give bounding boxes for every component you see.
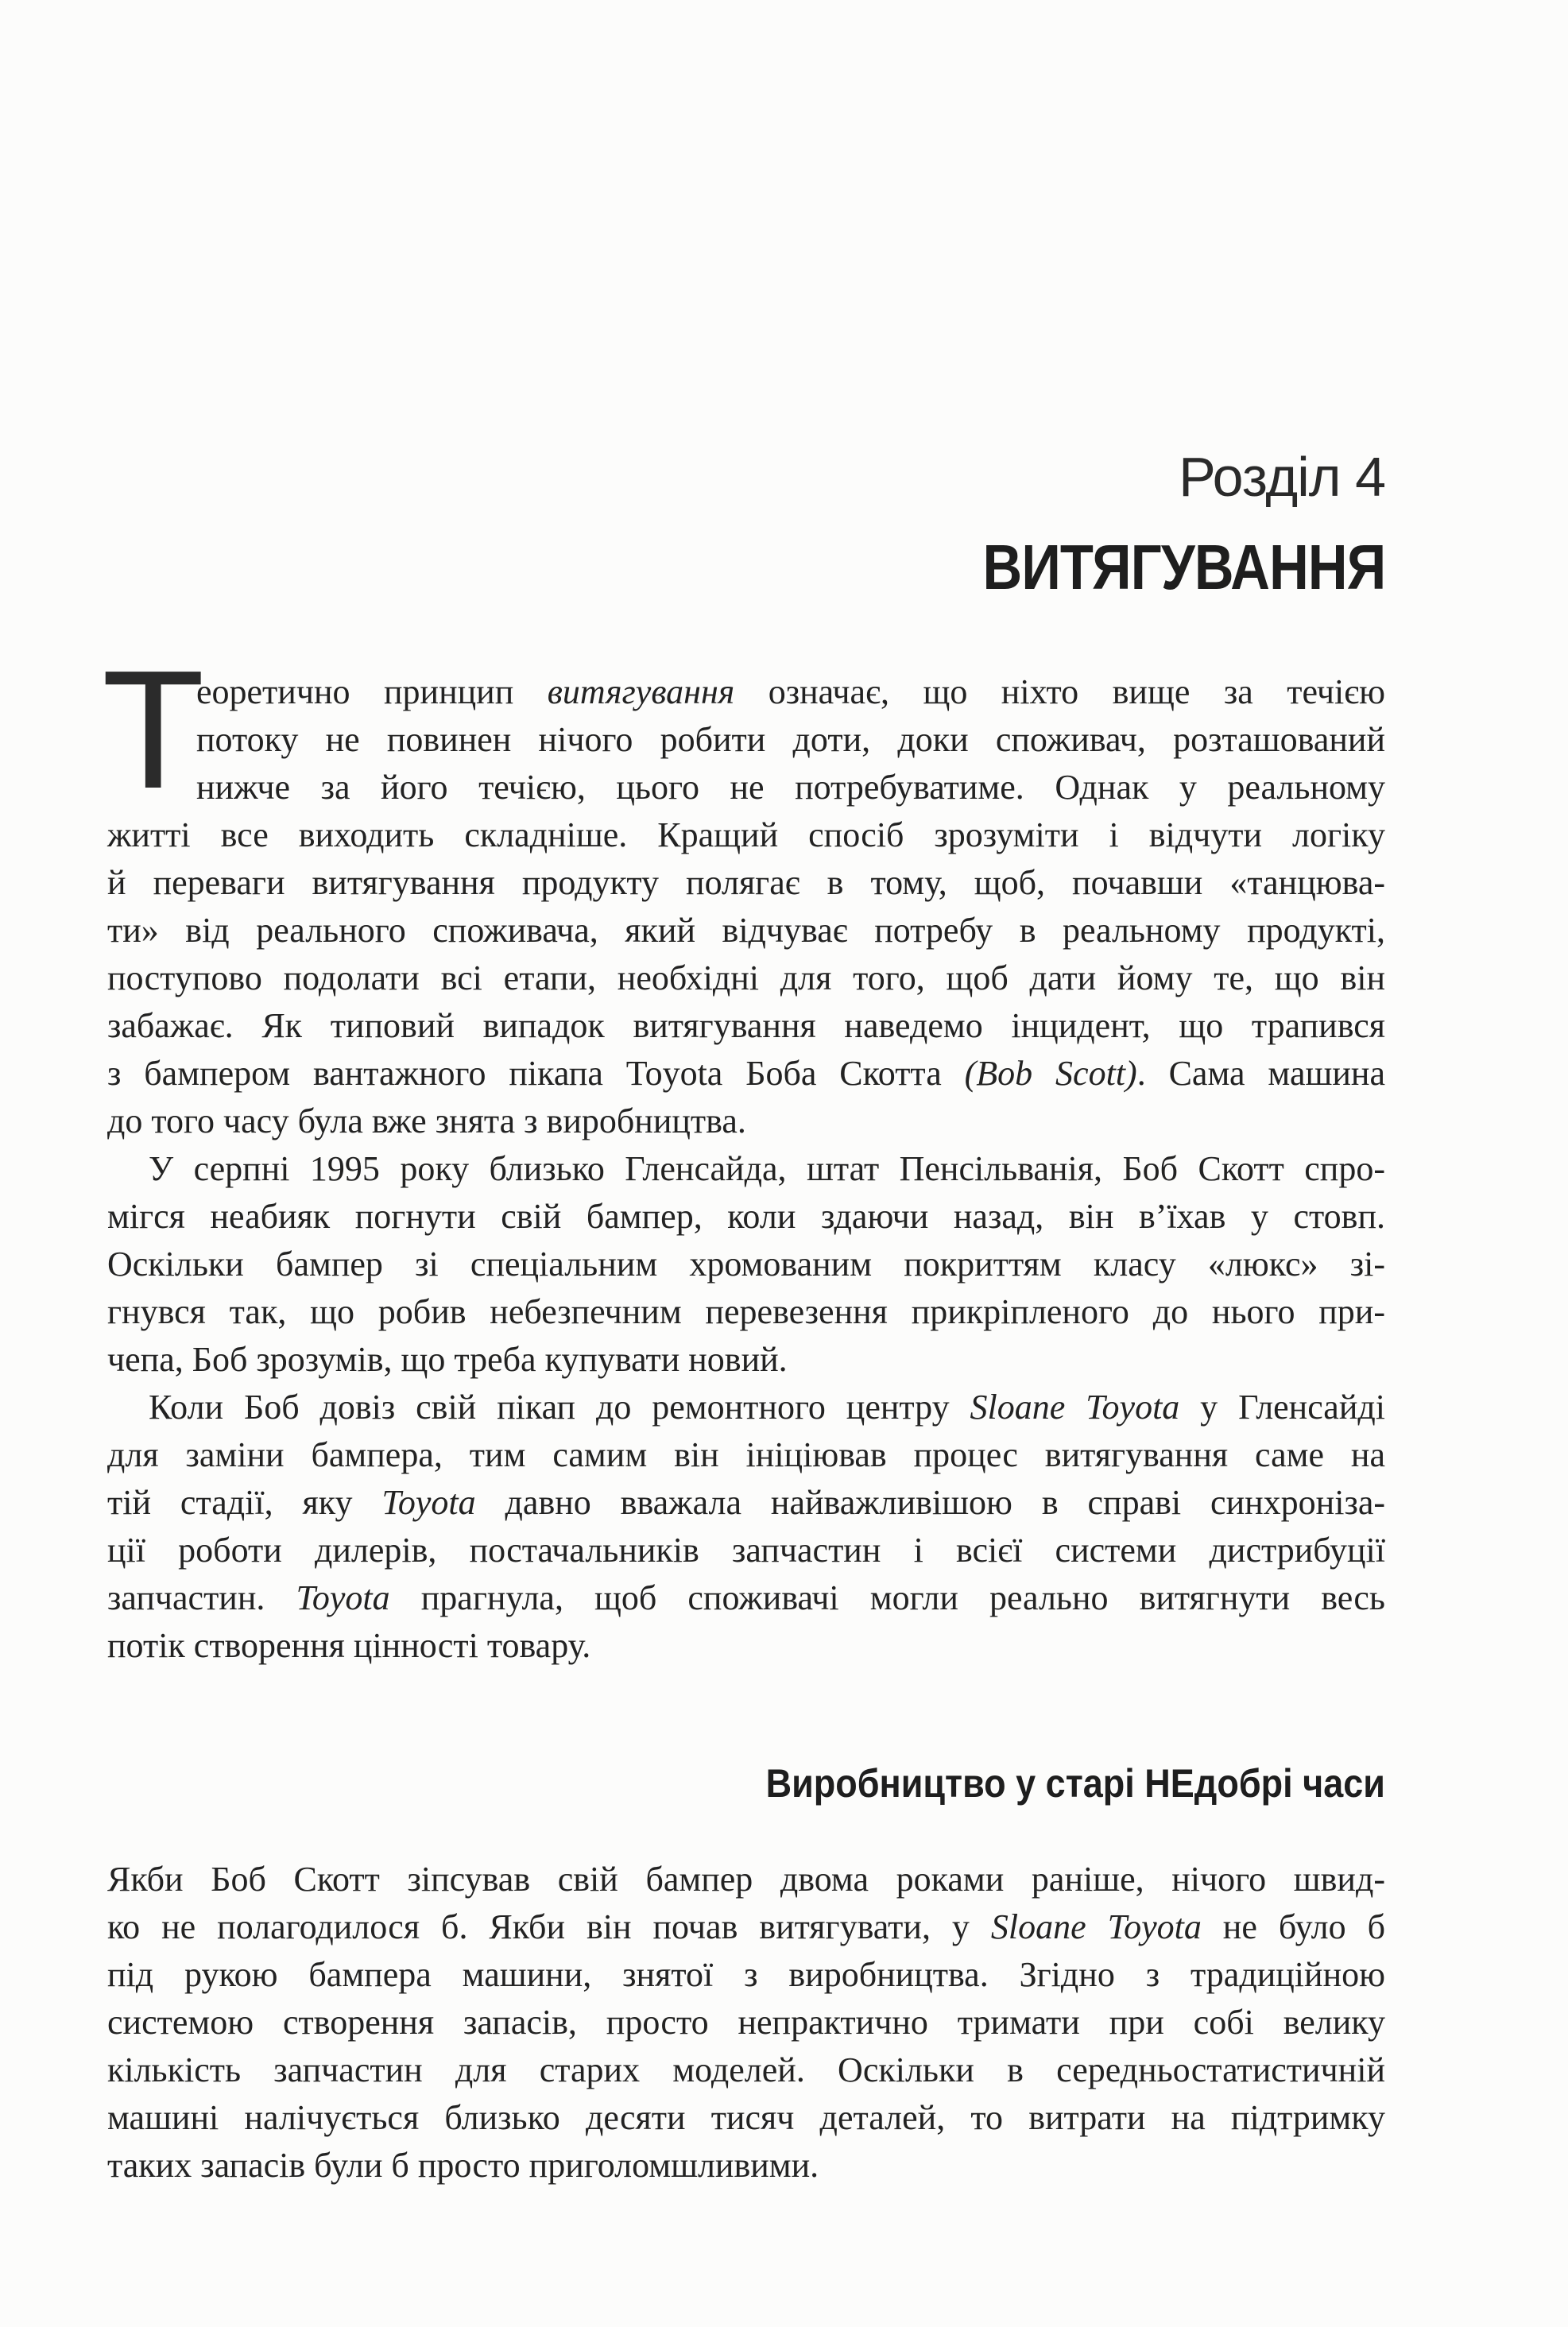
text-run: запчастин.	[107, 1578, 296, 1617]
italic-text: (Bob Scott)	[964, 1054, 1137, 1093]
text-line	[107, 1951, 1385, 1999]
italic-text: витягування	[547, 672, 735, 711]
chapter-title: ВИТЯГУВАННЯ	[982, 532, 1385, 602]
text-run: гнувся так, що робив небезпечним перевезення прикріпленого до нього при-	[107, 1292, 1385, 1331]
text-line	[107, 668, 1385, 716]
text-run: й переваги витягування продукту полягає в тому, щоб, почавши «танцюва-	[107, 863, 1385, 902]
text-line	[107, 1288, 1385, 1336]
text-line	[107, 1002, 1385, 1050]
text-run: житті все виходить складніше. Кращий спосіб зрозуміти і відчути логіку	[107, 815, 1385, 854]
text-run: ти» від реального споживача, який відчуває потребу в реальному продукті,	[107, 911, 1385, 950]
paragraph	[107, 1856, 1385, 2190]
text-line	[107, 2094, 1385, 2142]
paragraph	[107, 1384, 1385, 1670]
text-run: ції роботи дилерів, постачальників запчастин і всієї системи дистрибуції	[107, 1531, 1385, 1570]
text-run: потік створення цінності товару.	[107, 1626, 591, 1665]
text-line	[107, 907, 1385, 954]
text-run: під рукою бампера машини, знятої з виробництва. Згідно з традиційною	[107, 1955, 1385, 1994]
text-line	[107, 1527, 1385, 1574]
text-line	[107, 1145, 1385, 1193]
text-run: кількість запчастин для старих моделей. Оскільки в середньостатистичній	[107, 2050, 1385, 2089]
text-run: . Сама машина	[1136, 1054, 1385, 1093]
text-line	[107, 1903, 1385, 1951]
text-line	[107, 1241, 1385, 1288]
text-run: означає, що ніхто вище за течією	[734, 672, 1385, 711]
text-run: до того часу була вже знята з виробництва.	[107, 1102, 746, 1140]
text-run: Якби Боб Скотт зіпсував свій бампер двома роками раніше, нічого швид-	[107, 1860, 1385, 1899]
text-run: таких запасів були б просто приголомшливими.	[107, 2146, 819, 2185]
text-run: системою створення запасів, просто непрактично тримати при собі велику	[107, 2003, 1385, 2042]
text-run: У серпні 1995 року близько Гленсайда, штат Пенсільванія, Боб Скотт спро-	[149, 1149, 1385, 1188]
text-run: Оскільки бампер зі спеціальним хромованим покриттям класу «люкс» зі-	[107, 1245, 1385, 1284]
text-run: нижче за його течією, цього не потребуватиме. Однак у реальному	[196, 768, 1385, 807]
text-line	[107, 2046, 1385, 2094]
text-run: давно вважала найважливішою в справі синхроніза-	[475, 1483, 1386, 1522]
text-line	[107, 1050, 1385, 1098]
text-run: чепа, Боб зрозумів, що треба купувати новий.	[107, 1340, 788, 1379]
text-run: еоретично принцип	[196, 672, 548, 711]
text-run: у Гленсайді	[1179, 1388, 1385, 1427]
paragraph	[107, 668, 1385, 1145]
text-line	[107, 1574, 1385, 1622]
text-line	[107, 2142, 1385, 2190]
text-run: машині налічується близько десяти тисяч деталей, то витрати на підтримку	[107, 2098, 1385, 2137]
text-run: не було б	[1201, 1907, 1385, 1946]
text-line	[107, 1431, 1385, 1479]
drop-cap: Т	[102, 635, 205, 823]
text-line	[107, 1999, 1385, 2046]
italic-text: Sloane Toyota	[990, 1907, 1202, 1946]
text-line	[107, 1336, 1385, 1384]
text-line	[107, 859, 1385, 907]
text-line	[107, 1856, 1385, 1903]
text-run: Коли Боб довіз свій пікап до ремонтного центру	[149, 1388, 970, 1427]
italic-text: Toyota	[296, 1578, 390, 1617]
italic-text: Toyota	[381, 1483, 476, 1522]
text-line	[107, 716, 1385, 764]
text-run: з бампером вантажного пікапа Toyota Боба Скотта	[107, 1054, 965, 1093]
section-body	[107, 1856, 1385, 2190]
text-run: для заміни бампера, тим самим він ініціював процес витягування саме на	[107, 1435, 1385, 1474]
text-run: забажає. Як типовий випадок витягування наведемо інцидент, що трапився	[107, 1006, 1385, 1045]
italic-text: Sloane Toyota	[970, 1388, 1180, 1427]
text-run: ко не полагодилося б. Якби він почав витягувати, у	[107, 1907, 991, 1946]
text-line	[107, 1384, 1385, 1431]
text-line	[107, 954, 1385, 1002]
text-line	[107, 811, 1385, 859]
text-run: тій стадії, яку	[107, 1483, 382, 1522]
text-line	[107, 1479, 1385, 1527]
chapter-body	[107, 668, 1385, 1670]
text-run: потоку не повинен нічого робити доти, доки споживач, розташований	[196, 720, 1385, 759]
text-run: мігся неабияк погнути свій бампер, коли здаючи назад, він в’їхав у стовп.	[107, 1197, 1385, 1236]
chapter-label: Розділ 4	[1179, 446, 1385, 508]
text-run: прагнула, щоб споживачі могли реально витягнути весь	[389, 1578, 1385, 1617]
text-line	[107, 1098, 1385, 1145]
text-line	[107, 1622, 1385, 1670]
text-line	[107, 764, 1385, 811]
section-heading: Виробництво у старі НЕдобрі часи	[765, 1761, 1385, 1806]
text-line	[107, 1193, 1385, 1241]
paragraph	[107, 1145, 1385, 1384]
text-run: поступово подолати всі етапи, необхідні для того, щоб дати йому те, що він	[107, 958, 1385, 997]
